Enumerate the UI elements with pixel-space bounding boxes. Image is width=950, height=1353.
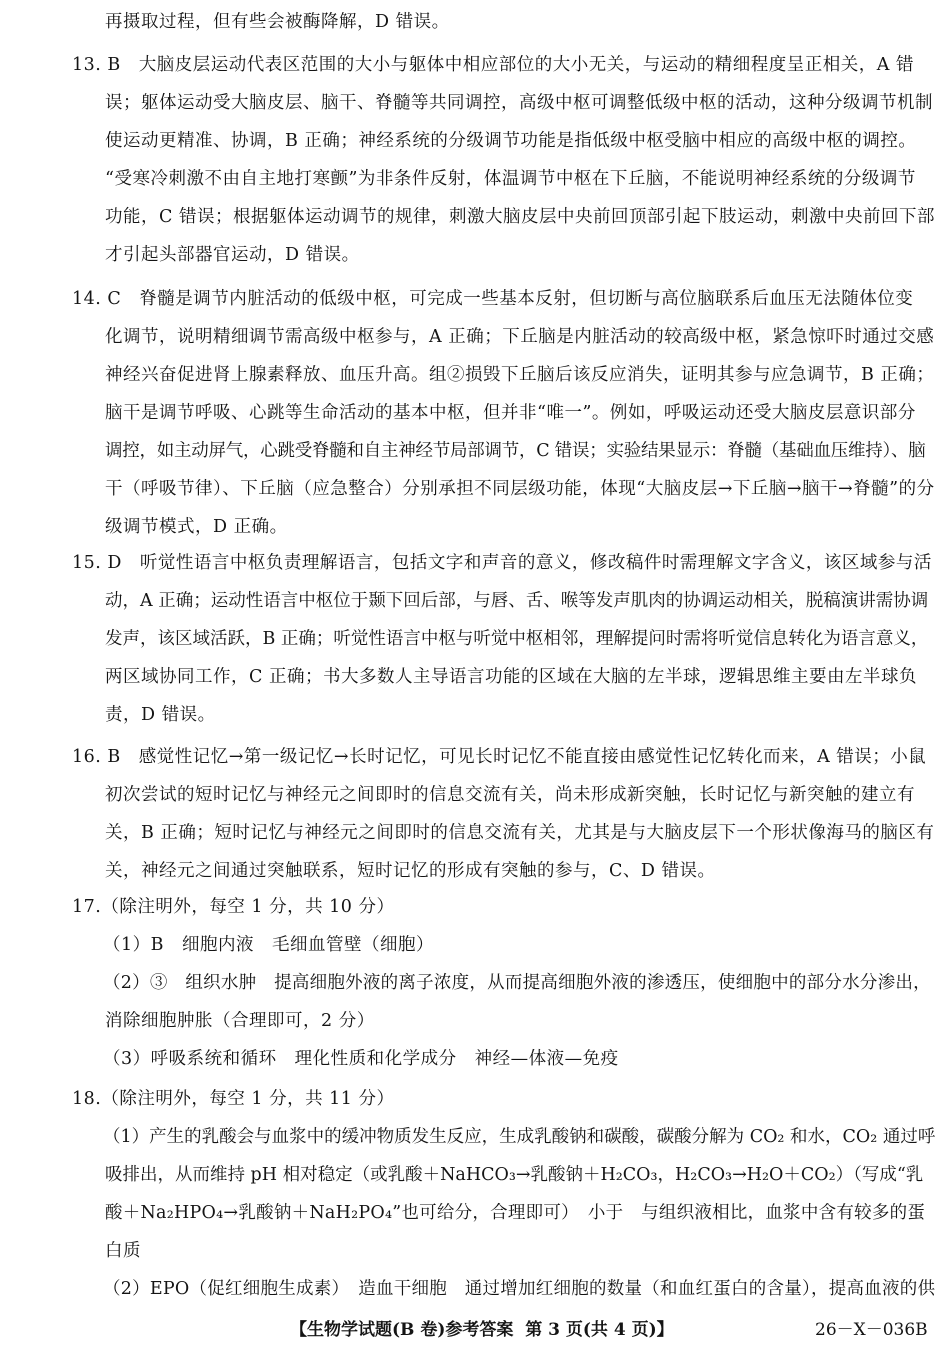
text-line: 动，A 正确；运动性语言中枢位于颞下回后部，与唇、舌、喉等发声肌肉的协调运动相关，脱稿演讲需协调 [105, 591, 929, 611]
text-line: （1）产生的乳酸会与血浆中的缓冲物质发生反应，生成乳酸钠和碳酸，碳酸分解为 CO₂ 和水，CO₂ 通过呼 [103, 1127, 936, 1147]
text-line: 发声，该区域活跃，B 正确；听觉性语言中枢与听觉中枢相邻，理解提问时需将听觉信息转化为语言意义， [105, 629, 929, 649]
text-line: （2）EPO（促红细胞生成素） 造血干细胞 通过增加红细胞的数量（和血红蛋白的含量），提高血液的供 [103, 1279, 936, 1299]
q17-heading: 17.（除注明外，每空 1 分，共 10 分） [72, 897, 395, 917]
page-footer [0, 1312, 950, 1348]
text-line: （1）B 细胞内液 毛细血管壁（细胞） [103, 935, 434, 955]
text-line: 神经兴奋促进肾上腺素释放、血压升高。组②损毁下丘脑后该反应消失，证明其参与应急调节，B 正确； [105, 365, 935, 385]
footer-doc-code: 26－X－036B [815, 1320, 928, 1340]
text-line: 白质 [105, 1241, 141, 1261]
q18-heading: 18.（除注明外，每空 1 分，共 11 分） [72, 1089, 395, 1109]
text-line: “受寒冷刺激不由自主地打寒颤”为非条件反射，体温调节中枢在下丘脑，不能说明神经系统的分级调节 [105, 169, 916, 189]
text-line: 误；躯体运动受大脑皮层、脑干、脊髓等共同调控，高级中枢可调整低级中枢的活动，这种分级调节机制 [105, 93, 933, 113]
footer-page-number: 第 3 页(共 4 页)】 [525, 1320, 674, 1340]
text-line: （2）③ 组织水肿 提高细胞外液的离子浓度，从而提高细胞外液的渗透压，使细胞中的部分水分渗出， [103, 973, 931, 993]
text-line: 干（呼吸节律）、下丘脑（应急整合）分别承担不同层级功能，体现“大脑皮层→下丘脑→脑干→脊髓”的分 [105, 479, 935, 499]
text-line: 调控，如主动屏气，心跳受脊髓和自主神经节局部调节，C 错误；实验结果显示：脊髓（基础血压维持）、脑 [105, 441, 926, 461]
q16-line: 16. B 感觉性记忆→第一级记忆→长时记忆，可见长时记忆不能直接由感觉性记忆转化而来，A 错误；小鼠 [72, 747, 927, 767]
footer-title [290, 1312, 674, 1348]
text-line: 吸排出，从而维持 pH 相对稳定（或乳酸＋NaHCO₃→乳酸钠＋H₂CO₃，H₂CO₃→H₂O＋CO₂）（写成“乳 [105, 1165, 924, 1185]
text-line: 再摄取过程，但有些会被酶降解，D 错误。 [105, 12, 450, 32]
text-line: 脑干是调节呼吸、心跳等生命活动的基本中枢，但并非“唯一”。例如，呼吸运动还受大脑皮层意识部分 [105, 403, 916, 423]
text-line: 消除细胞肿胀（合理即可，2 分） [105, 1011, 375, 1031]
footer-exam-title: 【生物学试题(B 卷)参考答案 [290, 1320, 514, 1340]
text-line: 化调节，说明精细调节需高级中枢参与，A 正确；下丘脑是内脏活动的较高级中枢，紧急惊吓时通过交感 [105, 327, 935, 347]
text-line: 才引起头部器官运动，D 错误。 [105, 245, 360, 265]
text-line: （3）呼吸系统和循环 理化性质和化学成分 神经—体液—免疫 [103, 1049, 619, 1069]
text-line: 使运动更精准、协调，B 正确；神经系统的分级调节功能是指低级中枢受脑中相应的高级中枢的调控。 [105, 131, 917, 151]
text-line: 功能，C 错误；根据躯体运动调节的规律，刺激大脑皮层中央前回顶部引起下肢运动，刺激中央前回下部 [105, 207, 935, 227]
text-line: 两区域协同工作，C 正确；书大多数人主导语言功能的区域在大脑的左半球，逻辑思维主要由左半球负 [105, 667, 917, 687]
text-line: 关，B 正确；短时记忆与神经元之间即时的信息交流有关，尤其是与大脑皮层下一个形状像海马的脑区有 [105, 823, 935, 843]
text-line: 关，神经元之间通过突触联系，短时记忆的形成有突触的参与，C、D 错误。 [105, 861, 716, 881]
text-line: 酸＋Na₂HPO₄→乳酸钠＋NaH₂PO₄”也可给分，合理即可） 小于 与组织液相比，血浆中含有较多的蛋 [105, 1203, 926, 1223]
q15-line: 15. D 听觉性语言中枢负责理解语言，包括文字和声音的意义，修改稿件时需理解文字含义，该区域参与活 [72, 553, 932, 573]
text-line: 责，D 错误。 [105, 705, 216, 725]
q13-line: 13. B 大脑皮层运动代表区范围的大小与躯体中相应部位的大小无关，与运动的精细程度呈正相关，A 错 [72, 55, 914, 75]
text-line: 级调节模式，D 正确。 [105, 517, 288, 537]
text-line: 初次尝试的短时记忆与神经元之间即时的信息交流有关，尚未形成新突触，长时记忆与新突触的建立有 [105, 785, 915, 805]
q14-line: 14. C 脊髓是调节内脏活动的低级中枢，可完成一些基本反射，但切断与高位脑联系后血压无法随体位变 [72, 289, 914, 309]
